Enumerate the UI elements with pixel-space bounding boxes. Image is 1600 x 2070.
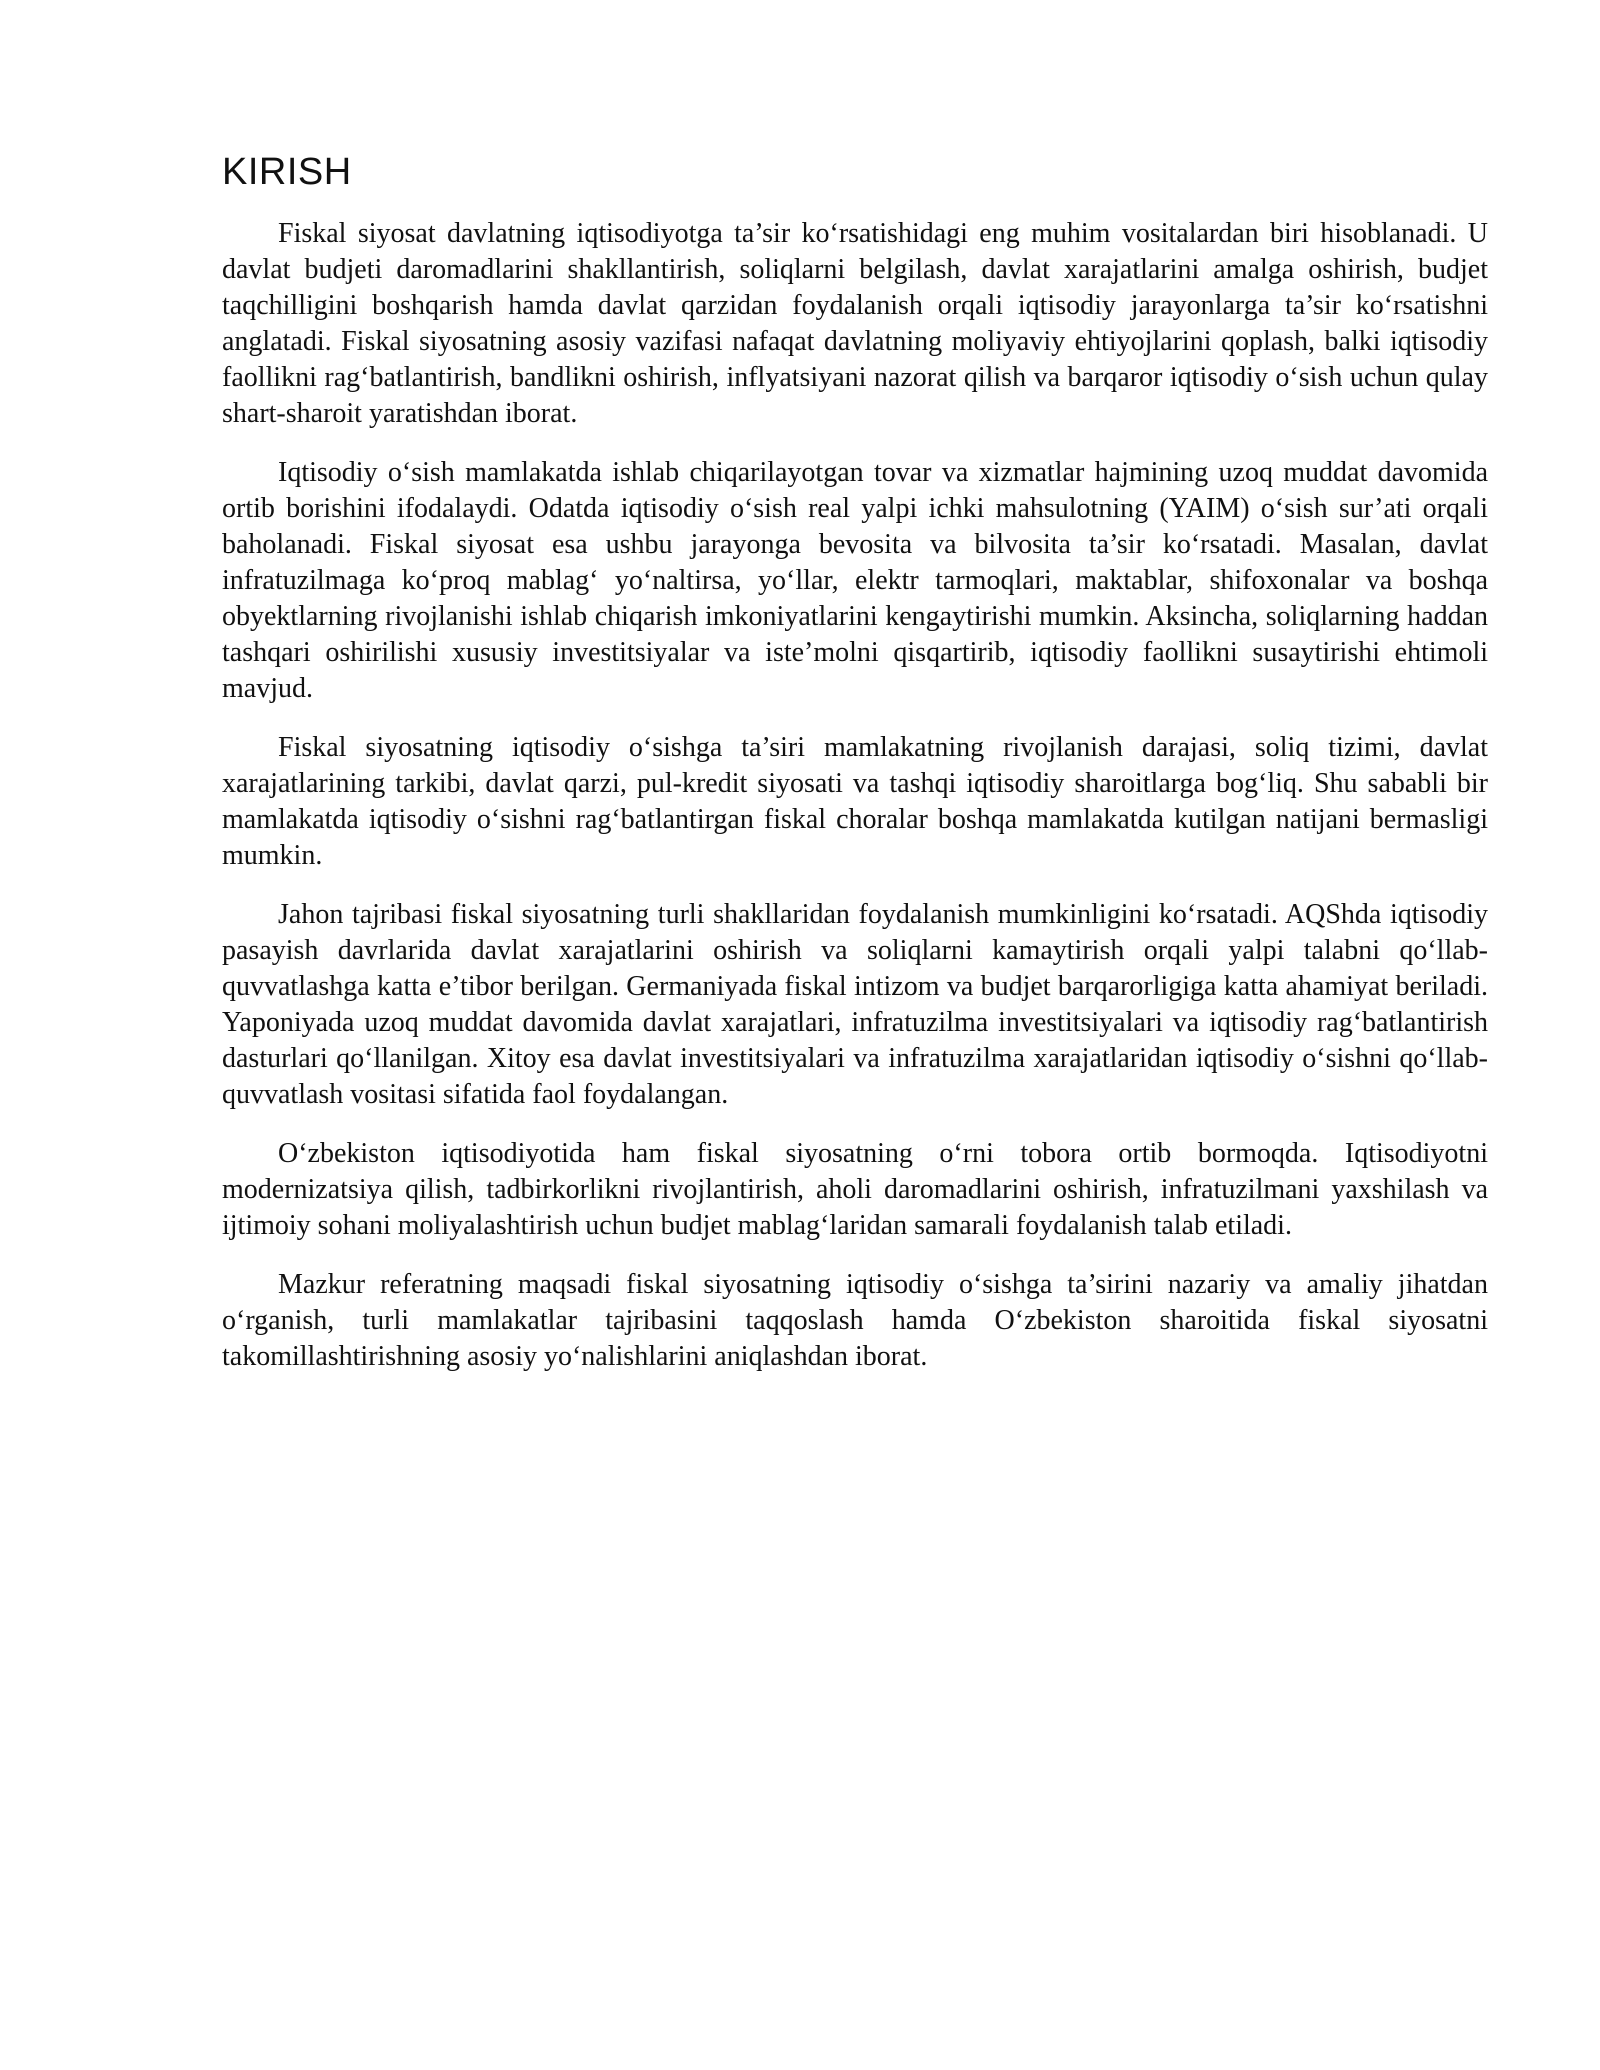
paragraph-5: O‘zbekiston iqtisodiyotida ham fiskal siyosatning o‘rni tobora ortib bormoqda. Iqtisodiyotni modernizatsiya qilish, tadbirkorlikni rivojlantirish, aholi daromadlarini oshirish, infratuzilmani yaxshilash va ijtimoiy sohani moliyalashtirish uchun budjet mablag‘laridan samarali foydalanish talab etiladi. [222,1138,1488,1241]
section-heading: KIRISH [222,151,352,193]
document-body [222,148,1488,1398]
paragraph-2: Iqtisodiy o‘sish mamlakatda ishlab chiqarilayotgan tovar va xizmatlar hajmining uzoq muddat davomida ortib borishini ifodalaydi. Odatda iqtisodiy o‘sish real yalpi ichki mahsulotning (YAIM) o‘sish sur’ati orqali baholanadi. Fiskal siyosat esa ushbu jarayonga bevosita va bilvosita ta’sir ko‘rsatadi. Masalan, davlat infratuzilmaga ko‘proq mablag‘ yo‘naltirsa, yo‘llar, elektr tarmoqlari, maktablar, shifoxonalar va boshqa obyektlarning rivojlanishi ishlab chiqarish imkoniyatlarini kengaytirishi mumkin. Aksincha, soliqlarning haddan tashqari oshirilishi xususiy investitsiyalar va iste’molni qisqartirib, iqtisodiy faollikni susaytirishi ehtimoli mavjud. [222,457,1488,704]
paragraph-3: Fiskal siyosatning iqtisodiy o‘sishga ta’siri mamlakatning rivojlanish darajasi, soliq tizimi, davlat xarajatlarining tarkibi, davlat qarzi, pul-kredit siyosati va tashqi iqtisodiy sharoitlarga bog‘liq. Shu sababli bir mamlakatda iqtisodiy o‘sishni rag‘batlantirgan fiskal choralar boshqa mamlakatda kutilgan natijani bermasligi mumkin. [222,732,1488,871]
paragraph-1: Fiskal siyosat davlatning iqtisodiyotga ta’sir ko‘rsatishidagi eng muhim vositalardan biri hisoblanadi. U davlat budjeti daromadlarini shakllantirish, soliqlarni belgilash, davlat xarajatlarini amalga oshirish, budjet taqchilligini boshqarish hamda davlat qarzidan foydalanish orqali iqtisodiy jarayonlarga ta’sir ko‘rsatishni anglatadi. Fiskal siyosatning asosiy vazifasi nafaqat davlatning moliyaviy ehtiyojlarini qoplash, balki iqtisodiy faollikni rag‘batlantirish, bandlikni oshirish, inflyatsiyani nazorat qilish va barqaror iqtisodiy o‘sish uchun qulay shart-sharoit yaratishdan iborat. [222,218,1488,429]
paragraph-4: Jahon tajribasi fiskal siyosatning turli shakllaridan foydalanish mumkinligini ko‘rsatadi. AQShda iqtisodiy pasayish davrlarida davlat xarajatlarini oshirish va soliqlarni kamaytirish orqali yalpi talabni qo‘llab-quvvatlashga katta e’tibor berilgan. Germaniyada fiskal intizom va budjet barqarorligiga katta ahamiyat beriladi. Yaponiyada uzoq muddat davomida davlat xarajatlari, infratuzilma investitsiyalari va iqtisodiy rag‘batlantirish dasturlari qo‘llanilgan. Xitoy esa davlat investitsiyalari va infratuzilma xarajatlaridan iqtisodiy o‘sishni qo‘llab-quvvatlash vositasi sifatida faol foydalangan. [222,899,1488,1110]
paragraph-6: Mazkur referatning maqsadi fiskal siyosatning iqtisodiy o‘sishga ta’sirini nazariy va amaliy jihatdan o‘rganish, turli mamlakatlar tajribasini taqqoslash hamda O‘zbekiston sharoitida fiskal siyosatni takomillashtirishning asosiy yo‘nalishlarini aniqlashdan iborat. [222,1269,1488,1372]
